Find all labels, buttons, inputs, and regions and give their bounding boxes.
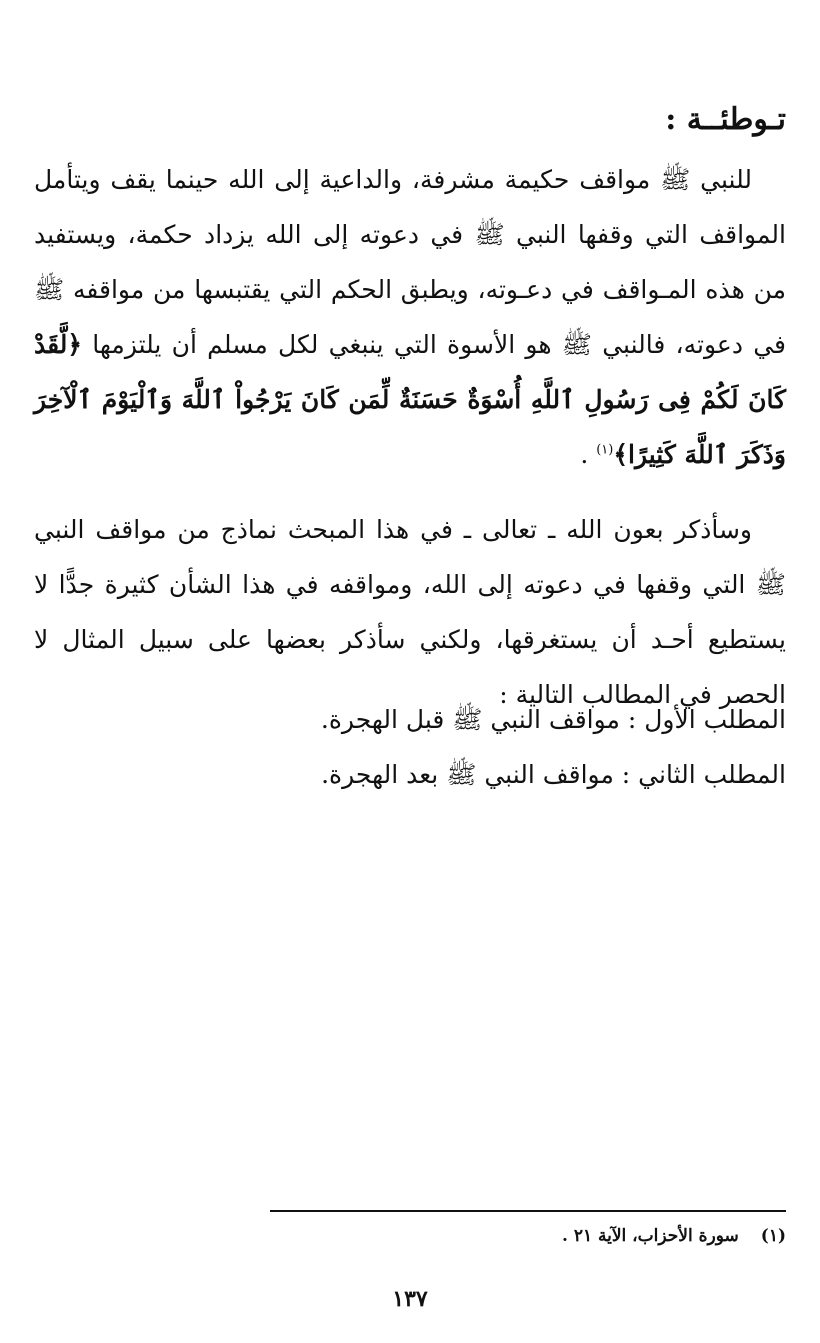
page-number: ١٣٧ — [392, 1286, 428, 1312]
main-text — [34, 152, 786, 722]
footnote-reference: (١) — [596, 442, 614, 458]
footnote — [562, 1222, 786, 1250]
section-heading: تـوطئــة : — [665, 102, 786, 137]
footnote-number: (١) — [760, 1226, 786, 1246]
footnote-text: سورة الأحزاب، الآية ٢١ . — [561, 1226, 739, 1246]
paragraph-outline: وسأذكر بعون الله ـ تعالى ـ في هذا المبحث نماذج من مواقف النبي ﷺ التي وقفها في دعوته إلى الله، ومواقفه في هذا الشأن كثيرة جدًّا لا يستطيع أحـد أن يستغرقها، ولكني سأذكر بعضها على سبيل المثال لا الحصر في المطالب التالية : — [34, 515, 786, 709]
paragraph-intro — [34, 152, 786, 482]
paragraph-intro-end: . — [580, 440, 597, 469]
paragraph-intro-text: للنبي ﷺ مواقف حكيمة مشرفة، والداعية إلى الله حينما يقف ويتأمل المواقف التي وقفها النبي ﷺ في دعوته إلى الله يزداد حكمة، ويستفيد من هذه المـواقف في دعـوته، ويطبق الحكم التي يقتبسها من مواقفه ﷺ في دعوته، فالنبي ﷺ هو الأسوة التي ينبغي لكل مسلم أن يلتزمها — [34, 165, 786, 359]
section-item-second: المطلب الثاني : مواقف النبي ﷺ بعد الهجرة. — [321, 760, 786, 789]
quran-verse: ﴿لَّقَدْ كَانَ لَكُمْ فِى رَسُولِ ٱللَّهِ أُسْوَةٌ حَسَنَةٌ لِّمَن كَانَ يَرْجُواْ ٱللَّهَ وَٱلْيَوْمَ ٱلْآخِرَ وَذَكَرَ ٱللَّهَ كَثِيرًا﴾ — [34, 330, 786, 469]
section-item-first: المطلب الأول : مواقف النبي ﷺ قبل الهجرة. — [320, 705, 786, 734]
footnote-divider — [270, 1210, 786, 1212]
section-list — [34, 692, 786, 802]
